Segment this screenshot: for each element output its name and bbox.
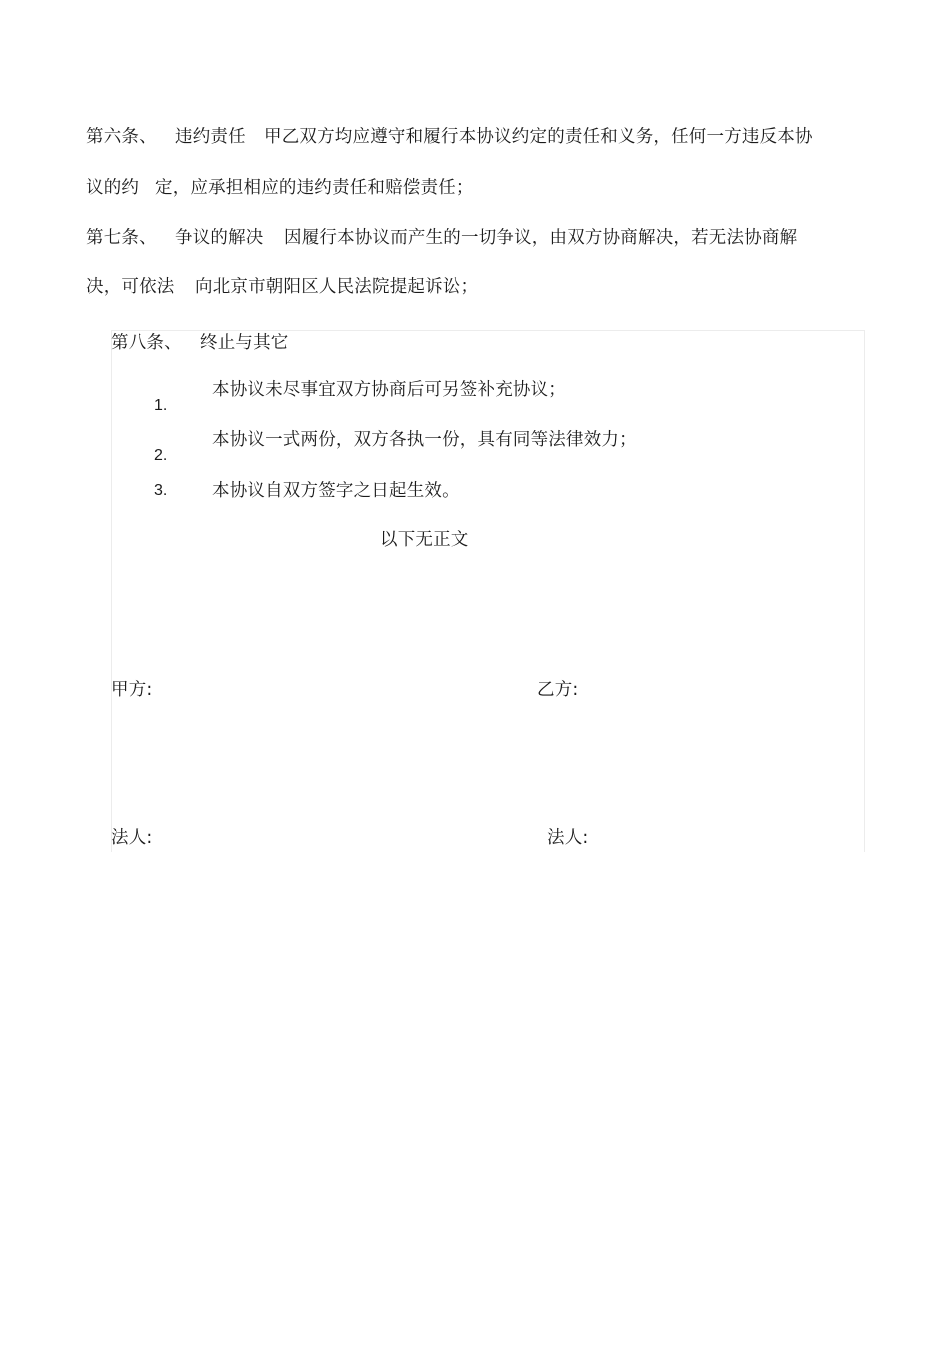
article8-heading: 第八条、 (111, 333, 182, 353)
article6-heading: 第六条、 (86, 127, 157, 147)
list-item-text: 本协议未尽事宜双方协商后可另签补充协议； (212, 380, 566, 400)
list-item-text: 本协议自双方签字之日起生效。 (212, 481, 460, 501)
party-a-label: 甲方: (111, 680, 153, 700)
party-b-label: 乙方: (537, 680, 579, 700)
list-item-number: 3. (154, 482, 168, 499)
legal-rep-a-label: 法人: (111, 828, 153, 848)
article6-line2b: 定，应承担相应的违约责任和赔偿责任； (155, 178, 474, 198)
article7-line1: 因履行本协议而产生的一切争议，由双方协商解决，若无法协商解 (284, 228, 798, 248)
article7-title: 争议的解决 (175, 228, 264, 248)
legal-rep-b-label: 法人: (547, 828, 589, 848)
article6-line1: 甲乙双方均应遵守和履行本协议约定的责任和义务，任何一方违反本协 (264, 127, 813, 147)
end-note: 以下无正文 (380, 530, 469, 550)
article7-line2a: 决，可依法 (86, 277, 175, 297)
article7-heading: 第七条、 (86, 228, 157, 248)
article6-title: 违约责任 (175, 127, 246, 147)
list-item-number: 2. (154, 447, 168, 464)
article7-line2b: 向北京市朝阳区人民法院提起诉讼； (195, 277, 479, 297)
list-item-number: 1. (154, 397, 168, 414)
list-item-text: 本协议一式两份，双方各执一份，具有同等法律效力； (212, 430, 637, 450)
article6-line2a: 议的约 (86, 178, 140, 198)
article8-title: 终止与其它 (200, 333, 289, 353)
article8-frame (111, 330, 865, 852)
